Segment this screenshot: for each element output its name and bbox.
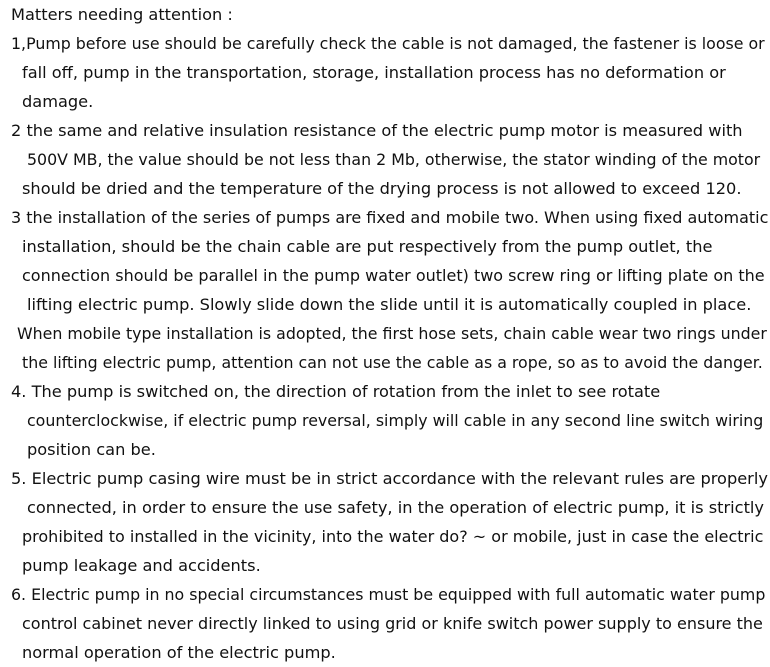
text-line: When mobile type installation is adopted, the first hose sets, chain cable wear two rings under — [17, 324, 767, 343]
text-line: 2 the same and relative insulation resistance of the electric pump motor is measured with — [11, 121, 743, 140]
text-line: pump leakage and accidents. — [22, 556, 261, 575]
text-line: installation, should be the chain cable are put respectively from the pump outlet, the — [22, 237, 713, 256]
text-line: position can be. — [27, 440, 156, 459]
text-line: lifting electric pump. Slowly slide down the slide until it is automatically coupled in place. — [27, 295, 752, 314]
text-line: counterclockwise, if electric pump reversal, simply will cable in any second line switch wiring — [27, 411, 764, 430]
document-heading: Matters needing attention : — [11, 5, 233, 24]
text-line: 4. The pump is switched on, the direction of rotation from the inlet to see rotate — [11, 382, 661, 401]
text-line: 500V MB, the value should be not less than 2 Mb, otherwise, the stator winding of the motor — [27, 150, 761, 169]
text-line: fall off, pump in the transportation, storage, installation process has no deformation or — [22, 63, 726, 82]
text-line: normal operation of the electric pump. — [22, 643, 336, 662]
text-line: control cabinet never directly linked to using grid or knife switch power supply to ensure the — [22, 614, 763, 633]
text-line: damage. — [22, 92, 94, 111]
text-line: 6. Electric pump in no special circumstances must be equipped with full automatic water pump — [11, 585, 766, 604]
text-line: 3 the installation of the series of pumps are fixed and mobile two. When using fixed automatic — [11, 208, 769, 227]
text-line: 1,Pump before use should be carefully check the cable is not damaged, the fastener is loose or — [11, 34, 765, 53]
text-line: connected, in order to ensure the use safety, in the operation of electric pump, it is strictly — [27, 498, 764, 517]
text-line: connection should be parallel in the pump water outlet) two screw ring or lifting plate on the — [22, 266, 765, 285]
text-line: the lifting electric pump, attention can not use the cable as a rope, so as to avoid the danger. — [22, 353, 763, 372]
text-line: 5. Electric pump casing wire must be in strict accordance with the relevant rules are properly — [11, 469, 768, 488]
text-line: prohibited to installed in the vicinity, into the water do? ~ or mobile, just in case the electric — [22, 527, 764, 546]
text-line: should be dried and the temperature of the drying process is not allowed to exceed 120. — [22, 179, 742, 198]
